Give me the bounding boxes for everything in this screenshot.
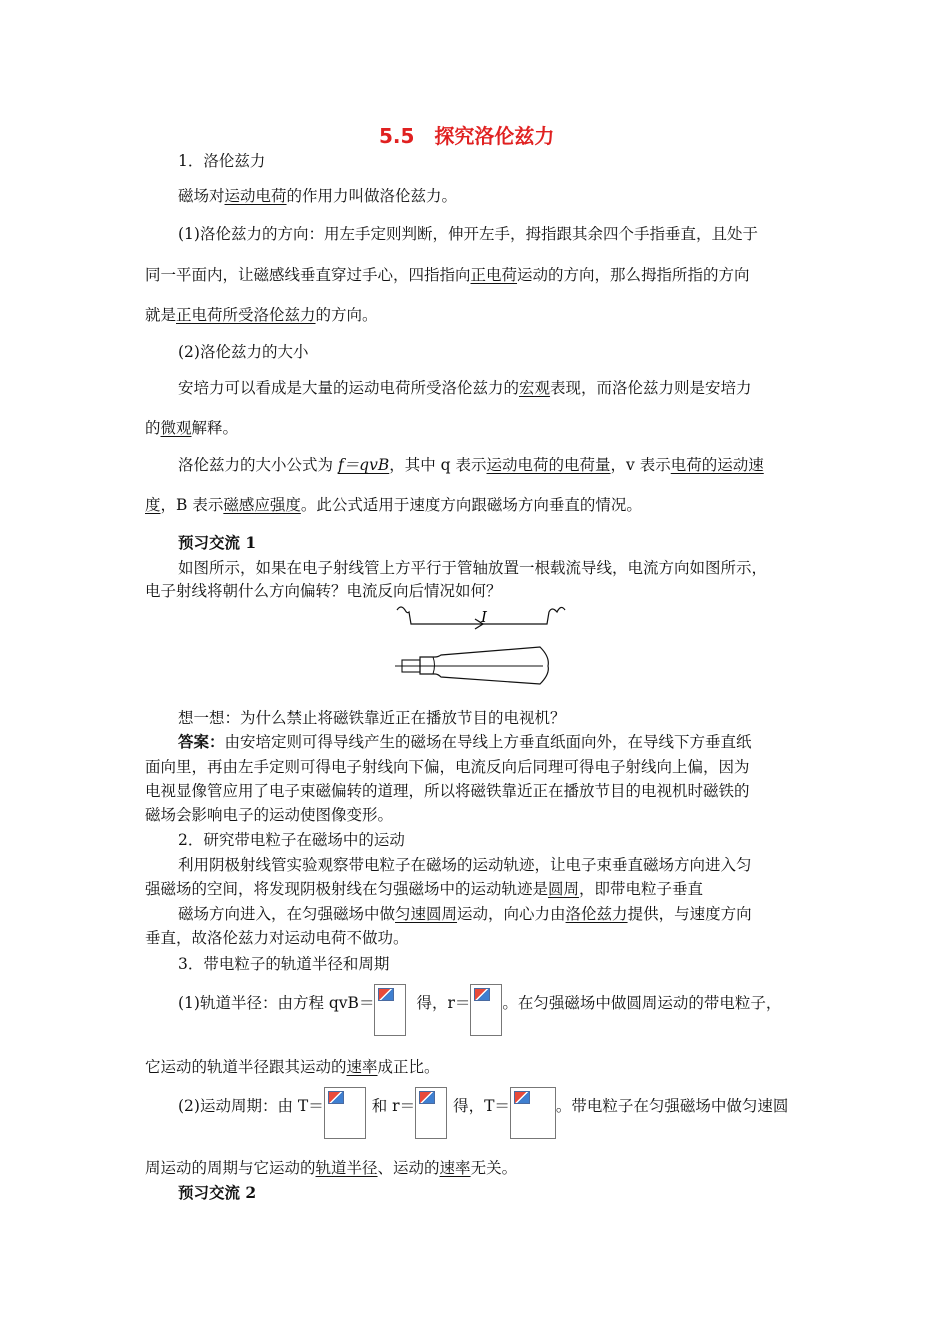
broken-image-icon [514, 1091, 530, 1104]
broken-image-icon [378, 988, 394, 1001]
formula-image-placeholder [510, 1087, 556, 1139]
underline-answer: 运动电荷的电荷量 [486, 456, 611, 474]
formula-image-placeholder [470, 984, 502, 1036]
underline-answer: 宏观 [519, 379, 551, 397]
underline-answer: 轨道半径 [315, 1159, 378, 1177]
answer-line-2: 面向里，再由左手定则可得电子射线向下偏，电流反向后同理可得电子射线向上偏，因为 [145, 758, 750, 776]
direction-line-3 [145, 305, 378, 325]
exercise-1-question-2: 电子射线将朝什么方向偏转？电流反向后情况如何？ [145, 582, 502, 600]
text: 。带电粒子在匀强磁场中做匀速圆 [555, 1097, 789, 1115]
formula-line-1 [178, 455, 764, 475]
formula-line-2 [145, 495, 642, 515]
text: 和 r＝ [371, 1097, 416, 1115]
text: 表现，而洛伦兹力则是安培力 [550, 379, 752, 397]
underline-answer: 微观 [160, 419, 192, 437]
underline-answer: 洛伦兹力 [565, 905, 628, 923]
section-3-heading: 3．带电粒子的轨道半径和周期 [178, 955, 390, 973]
exercise-2-heading: 预习交流 2 [178, 1183, 257, 1202]
text: 得，r＝ [416, 994, 471, 1012]
page-title: 5.5 探究洛伦兹力 [379, 124, 555, 148]
text: 的 [145, 419, 161, 437]
text: 。在匀强磁场中做圆周运动的带电粒子， [502, 994, 782, 1012]
answer-label: 答案： [178, 732, 225, 751]
think-question: 想一想：为什么禁止将磁铁靠近正在播放节目的电视机？ [178, 709, 566, 727]
text: 运动的方向，那么拇指所指的方向 [517, 266, 750, 284]
text: 洛伦兹力的大小公式为 [178, 456, 338, 474]
text: 强磁场的空间，将发现阴极射线在匀强磁场中的运动轨迹是 [145, 880, 549, 898]
text: (2)运动周期：由 T＝ [178, 1097, 324, 1115]
formula-f-qvb: f＝qvB [337, 456, 390, 474]
section-2-line-4: 垂直，故洛伦兹力对运动电荷不做功。 [145, 929, 409, 947]
text: 同一平面内，让磁感线垂直穿过手心，四指指向 [145, 266, 471, 284]
broken-image-icon [474, 988, 490, 1001]
underline-answer: 匀速圆周 [395, 905, 458, 923]
text: 磁场方向进入，在匀强磁场中做 [178, 905, 396, 923]
size-line-2 [145, 418, 238, 438]
size-line-1 [178, 378, 752, 398]
answer-line-1 [178, 732, 752, 752]
formula-image-placeholder [374, 984, 406, 1036]
text: 的方向。 [315, 306, 378, 324]
text: 由安培定则可得导线产生的磁场在导线上方垂直纸面向外，在导线下方垂直纸 [224, 733, 752, 751]
formula-image-placeholder [324, 1087, 366, 1139]
answer-line-3: 电视显像管应用了电子束磁偏转的道理，所以将磁铁靠近正在播放节目的电视机时磁铁的 [145, 782, 750, 800]
text: 无关。 [470, 1159, 518, 1177]
answer-line-4: 磁场会影响电子的运动使图像变形。 [145, 806, 394, 824]
underline-answer: 度 [145, 496, 161, 514]
broken-image-icon [328, 1091, 344, 1104]
broken-image-icon [419, 1091, 435, 1104]
underline-answer: 磁感应强度 [223, 496, 301, 514]
direction-line-2 [145, 265, 750, 285]
text: 磁场对 [178, 187, 225, 205]
text: 它运动的轨道半径跟其运动的 [145, 1058, 347, 1076]
section-2-line-3 [178, 904, 752, 924]
text: ，即带电粒子垂直 [579, 880, 704, 898]
underline-answer: 圆周 [548, 880, 580, 898]
underline-answer: 正电荷所受洛伦兹力 [176, 306, 316, 324]
text: ，v 表示 [610, 456, 671, 474]
text: 得，T＝ [453, 1097, 510, 1115]
radius-line-1 [178, 993, 781, 1036]
text: 解释。 [191, 419, 239, 437]
text: (1)轨道半径：由方程 qvB＝ [178, 994, 375, 1012]
text: 安培力可以看成是大量的运动电荷所受洛伦兹力的 [178, 379, 520, 397]
cathode-ray-tube-figure [395, 602, 570, 694]
underline-answer: 运动电荷 [224, 187, 287, 205]
text: ，其中 q 表示 [389, 456, 487, 474]
text: 周运动的周期与它运动的 [145, 1159, 316, 1177]
current-label: I [481, 608, 487, 626]
text: 就是 [145, 306, 177, 324]
text: 的作用力叫做洛伦兹力。 [286, 187, 458, 205]
text: 提供，与速度方向 [627, 905, 752, 923]
text: 成正比。 [377, 1058, 440, 1076]
text: ，B 表示 [160, 496, 224, 514]
period-line-2 [145, 1158, 517, 1178]
size-heading: (2)洛伦兹力的大小 [178, 343, 309, 361]
text: 运动，向心力由 [457, 905, 566, 923]
section-2-line-2 [145, 879, 703, 899]
underline-answer: 正电荷 [470, 266, 518, 284]
radius-line-2 [145, 1057, 440, 1077]
section-1-heading: 1．洛伦兹力 [178, 152, 266, 170]
direction-line-1: (1)洛伦兹力的方向：用左手定则判断，伸开左手，拇指跟其余四个手指垂直，且处于 [178, 225, 758, 243]
lorentz-definition [178, 186, 457, 206]
period-line-1 [178, 1096, 788, 1139]
exercise-1-heading: 预习交流 1 [178, 533, 257, 552]
section-2-heading: 2．研究带电粒子在磁场中的运动 [178, 831, 405, 849]
underline-answer: 速率 [439, 1159, 471, 1177]
exercise-1-question-1: 如图所示，如果在电子射线管上方平行于管轴放置一根载流导线，电流方向如图所示， [178, 559, 768, 577]
text: 。此公式适用于速度方向跟磁场方向垂直的情况。 [300, 496, 642, 514]
formula-image-placeholder [415, 1087, 447, 1139]
section-2-line-1: 利用阴极射线管实验观察带电粒子在磁场的运动轨迹，让电子束垂直磁场方向进入匀 [178, 856, 752, 874]
text: 、运动的 [377, 1159, 440, 1177]
underline-answer: 电荷的运动速 [670, 456, 764, 474]
underline-answer: 速率 [346, 1058, 378, 1076]
